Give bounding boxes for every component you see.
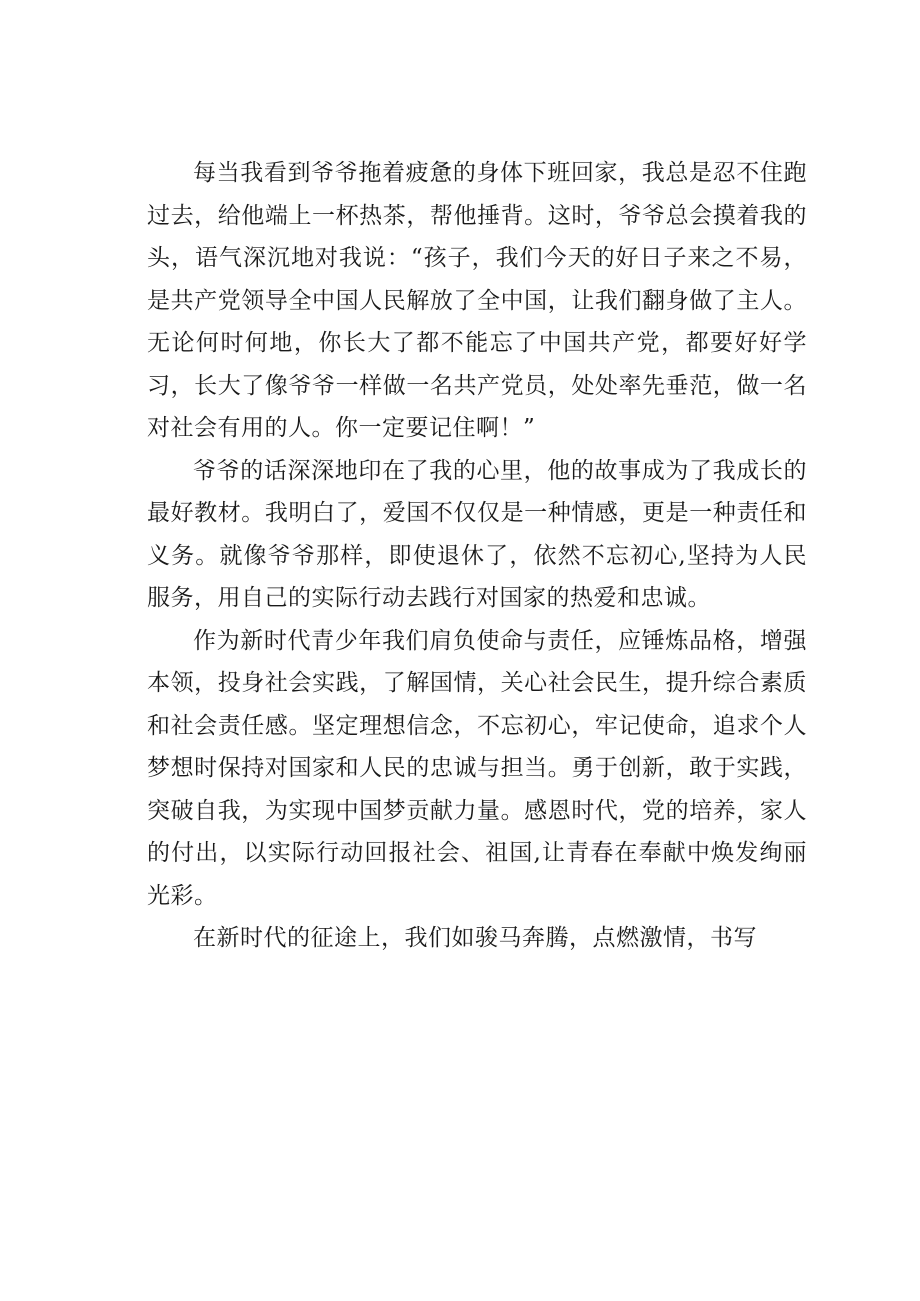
document-body <box>147 152 807 960</box>
paragraph-youth-mission: 作为新时代青少年我们肩负使命与责任，应锤炼品格，增强本领，投身社会实践，了解国情，关心社会民生，提升综合素质和社会责任感。坚定理想信念，不忘初心，牢记使命，追求个人梦想时保持对国家和人民的忠诚与担当。勇于创新，敢于实践，突破自我，为实现中国梦贡献力量。感恩时代，党的培养，家人的付出，以实际行动回报社会、祖国,让青春在奉献中焕发绚丽光彩。 <box>147 627 807 909</box>
paragraph-lesson-learned: 爷爷的话深深地印在了我的心里，他的故事成为了我成长的最好教材。我明白了，爱国不仅仅是一种情感，更是一种责任和义务。就像爷爷那样，即使退休了，依然不忘初心,坚持为人民服务，用自己的实际行动去践行对国家的热爱和忠诚。 <box>147 457 807 611</box>
paragraph-new-era: 在新时代的征途上，我们如骏马奔腾，点燃激情，书写 <box>193 925 757 951</box>
paragraph-grandfather-advice: 每当我看到爷爷拖着疲惫的身体下班回家，我总是忍不住跑过去，给他端上一杯热茶，帮他捶背。这时，爷爷总会摸着我的头，语气深沉地对我说：“孩子，我们今天的好日子来之不易，是共产党领导全中国人民解放了全中国，让我们翻身做了主人。无论何时何地，你长大了都不能忘了中国共产党，都要好好学习，长大了像爷爷一样做一名共产党员，处处率先垂范，做一名对社会有用的人。你一定要记住啊！” <box>147 160 807 441</box>
